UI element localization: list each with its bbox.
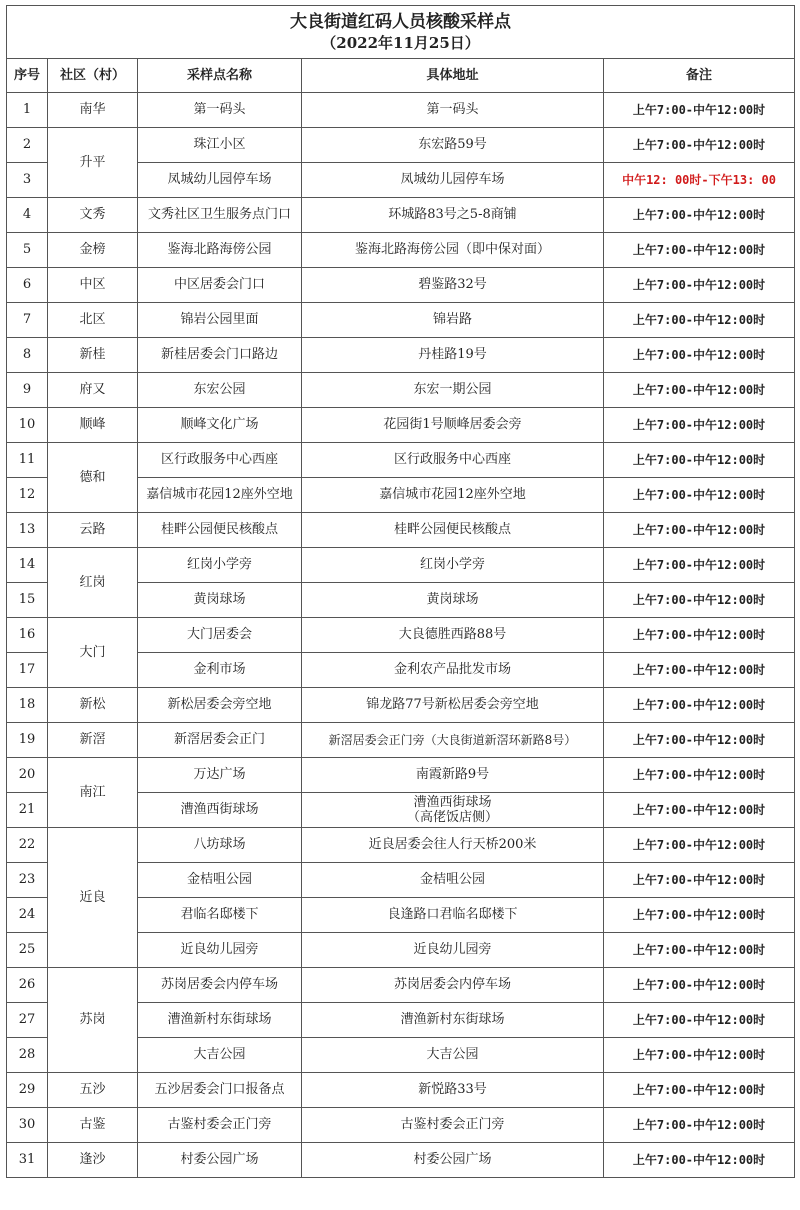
row-no: 15 (7, 583, 48, 618)
row-site: 五沙居委会门口报备点 (138, 1073, 302, 1108)
row-no: 23 (7, 863, 48, 898)
header-no: 序号 (7, 59, 48, 93)
row-note: 上午7:00-中午12:00时 (604, 653, 795, 688)
row-site: 村委公园广场 (138, 1143, 302, 1178)
row-site: 鉴海北路海傍公园 (138, 233, 302, 268)
row-note: 上午7:00-中午12:00时 (604, 1073, 795, 1108)
row-site: 第一码头 (138, 93, 302, 128)
row-address: 新滘居委会正门旁（大良街道新滘环新路8号） (302, 723, 604, 758)
row-community: 新松 (48, 688, 138, 723)
row-site: 金桔咀公园 (138, 863, 302, 898)
row-address: 近良幼儿园旁 (302, 933, 604, 968)
row-no: 30 (7, 1108, 48, 1143)
row-no: 6 (7, 268, 48, 303)
row-site: 大吉公园 (138, 1038, 302, 1073)
row-address (302, 793, 604, 828)
row-address: 金利农产品批发市场 (302, 653, 604, 688)
row-site: 桂畔公园便民核酸点 (138, 513, 302, 548)
row-community: 新滘 (48, 723, 138, 758)
table-row (7, 128, 795, 163)
row-site: 中区居委会门口 (138, 268, 302, 303)
row-address: 东宏一期公园 (302, 373, 604, 408)
row-address: 第一码头 (302, 93, 604, 128)
row-site: 锦岩公园里面 (138, 303, 302, 338)
row-no: 11 (7, 443, 48, 478)
row-address: 嘉信城市花园12座外空地 (302, 478, 604, 513)
row-note: 上午7:00-中午12:00时 (604, 1038, 795, 1073)
row-address: 漕渔新村东街球场 (302, 1003, 604, 1038)
row-address-line2: （高佬饭店侧） (406, 810, 498, 825)
row-community: 逢沙 (48, 1143, 138, 1178)
table-row (7, 373, 795, 408)
document-date: （2022年11月25日） (321, 34, 480, 52)
table-row (7, 828, 795, 863)
row-site: 珠江小区 (138, 128, 302, 163)
row-site: 凤城幼儿园停车场 (138, 163, 302, 198)
table-title (7, 6, 795, 59)
row-note: 上午7:00-中午12:00时 (604, 1143, 795, 1178)
row-address-line1: 漕渔西街球场 (413, 795, 492, 810)
row-site: 新桂居委会门口路边 (138, 338, 302, 373)
row-no: 12 (7, 478, 48, 513)
row-community: 文秀 (48, 198, 138, 233)
row-community: 南江 (48, 758, 138, 828)
row-address: 鉴海北路海傍公园（即中保对面） (302, 233, 604, 268)
row-note: 上午7:00-中午12:00时 (604, 198, 795, 233)
row-note: 上午7:00-中午12:00时 (604, 513, 795, 548)
header-community: 社区（村） (48, 59, 138, 93)
row-community: 古鉴 (48, 1108, 138, 1143)
row-address: 村委公园广场 (302, 1143, 604, 1178)
table-row (7, 268, 795, 303)
header-note: 备注 (604, 59, 795, 93)
row-no: 25 (7, 933, 48, 968)
row-no: 26 (7, 968, 48, 1003)
row-community: 云路 (48, 513, 138, 548)
row-address: 桂畔公园便民核酸点 (302, 513, 604, 548)
row-note: 上午7:00-中午12:00时 (604, 933, 795, 968)
row-site: 万达广场 (138, 758, 302, 793)
table-row (7, 1073, 795, 1108)
table-row (7, 758, 795, 793)
row-community: 南华 (48, 93, 138, 128)
row-no: 13 (7, 513, 48, 548)
row-note: 上午7:00-中午12:00时 (604, 898, 795, 933)
row-note: 上午7:00-中午12:00时 (604, 128, 795, 163)
row-site: 八坊球场 (138, 828, 302, 863)
row-no: 16 (7, 618, 48, 653)
row-no: 19 (7, 723, 48, 758)
row-site: 近良幼儿园旁 (138, 933, 302, 968)
table-row (7, 198, 795, 233)
row-note: 上午7:00-中午12:00时 (604, 618, 795, 653)
row-no: 17 (7, 653, 48, 688)
row-address: 环城路83号之5-8商铺 (302, 198, 604, 233)
row-no: 14 (7, 548, 48, 583)
row-no: 28 (7, 1038, 48, 1073)
row-site: 苏岗居委会内停车场 (138, 968, 302, 1003)
row-no: 2 (7, 128, 48, 163)
row-site: 新松居委会旁空地 (138, 688, 302, 723)
row-note: 上午7:00-中午12:00时 (604, 408, 795, 443)
row-address: 金桔咀公园 (302, 863, 604, 898)
row-note: 上午7:00-中午12:00时 (604, 233, 795, 268)
row-address: 大良德胜西路88号 (302, 618, 604, 653)
document-title: 大良街道红码人员核酸采样点 (290, 12, 512, 32)
row-community: 五沙 (48, 1073, 138, 1108)
row-no: 27 (7, 1003, 48, 1038)
row-address: 近良居委会往人行天桥200米 (302, 828, 604, 863)
row-note-highlight: 中午12: 00时-下午13: 00 (604, 163, 795, 198)
row-community: 近良 (48, 828, 138, 968)
row-address: 凤城幼儿园停车场 (302, 163, 604, 198)
row-note: 上午7:00-中午12:00时 (604, 303, 795, 338)
row-site: 新滘居委会正门 (138, 723, 302, 758)
row-note: 上午7:00-中午12:00时 (604, 478, 795, 513)
row-address: 红岗小学旁 (302, 548, 604, 583)
row-address: 碧鉴路32号 (302, 268, 604, 303)
row-no: 1 (7, 93, 48, 128)
row-address: 良逢路口君临名邸楼下 (302, 898, 604, 933)
row-note: 上午7:00-中午12:00时 (604, 583, 795, 618)
table-row (7, 968, 795, 1003)
row-note: 上午7:00-中午12:00时 (604, 1003, 795, 1038)
row-address: 古鉴村委会正门旁 (302, 1108, 604, 1143)
row-site: 嘉信城市花园12座外空地 (138, 478, 302, 513)
row-community: 北区 (48, 303, 138, 338)
row-no: 24 (7, 898, 48, 933)
row-site: 大门居委会 (138, 618, 302, 653)
row-note: 上午7:00-中午12:00时 (604, 338, 795, 373)
row-address: 锦岩路 (302, 303, 604, 338)
row-note: 上午7:00-中午12:00时 (604, 373, 795, 408)
row-site: 文秀社区卫生服务点门口 (138, 198, 302, 233)
row-no: 3 (7, 163, 48, 198)
row-community: 德和 (48, 443, 138, 513)
row-no: 9 (7, 373, 48, 408)
row-note: 上午7:00-中午12:00时 (604, 688, 795, 723)
row-address: 新悦路33号 (302, 1073, 604, 1108)
row-no: 31 (7, 1143, 48, 1178)
table-row (7, 93, 795, 128)
table-row (7, 338, 795, 373)
row-address: 黄岗球场 (302, 583, 604, 618)
row-site: 漕渔新村东街球场 (138, 1003, 302, 1038)
row-note: 上午7:00-中午12:00时 (604, 548, 795, 583)
table-row (7, 408, 795, 443)
row-address: 南霞新路9号 (302, 758, 604, 793)
row-community: 金榜 (48, 233, 138, 268)
table-row (7, 303, 795, 338)
row-no: 7 (7, 303, 48, 338)
row-site: 漕渔西街球场 (138, 793, 302, 828)
row-site: 黄岗球场 (138, 583, 302, 618)
row-community: 升平 (48, 128, 138, 198)
row-address: 区行政服务中心西座 (302, 443, 604, 478)
row-note: 上午7:00-中午12:00时 (604, 758, 795, 793)
row-note: 上午7:00-中午12:00时 (604, 443, 795, 478)
table-row (7, 443, 795, 478)
row-no: 18 (7, 688, 48, 723)
table-row (7, 548, 795, 583)
row-no: 4 (7, 198, 48, 233)
row-no: 5 (7, 233, 48, 268)
row-note: 上午7:00-中午12:00时 (604, 723, 795, 758)
row-note: 上午7:00-中午12:00时 (604, 968, 795, 1003)
header-address: 具体地址 (302, 59, 604, 93)
sampling-sites-table (6, 5, 795, 1178)
row-note: 上午7:00-中午12:00时 (604, 793, 795, 828)
table-row (7, 723, 795, 758)
header-site: 采样点名称 (138, 59, 302, 93)
table-row (7, 1108, 795, 1143)
table-row (7, 1143, 795, 1178)
table-row (7, 618, 795, 653)
row-note: 上午7:00-中午12:00时 (604, 828, 795, 863)
header-row (7, 59, 795, 93)
row-community: 新桂 (48, 338, 138, 373)
row-no: 29 (7, 1073, 48, 1108)
row-site: 区行政服务中心西座 (138, 443, 302, 478)
row-address: 东宏路59号 (302, 128, 604, 163)
table-row (7, 513, 795, 548)
row-no: 21 (7, 793, 48, 828)
row-note: 上午7:00-中午12:00时 (604, 863, 795, 898)
row-site: 红岗小学旁 (138, 548, 302, 583)
row-site: 东宏公园 (138, 373, 302, 408)
row-site: 顺峰文化广场 (138, 408, 302, 443)
row-site: 金利市场 (138, 653, 302, 688)
row-community: 中区 (48, 268, 138, 303)
row-community: 大门 (48, 618, 138, 688)
row-site: 君临名邸楼下 (138, 898, 302, 933)
row-address: 锦龙路77号新松居委会旁空地 (302, 688, 604, 723)
row-note: 上午7:00-中午12:00时 (604, 268, 795, 303)
row-community: 顺峰 (48, 408, 138, 443)
row-address: 苏岗居委会内停车场 (302, 968, 604, 1003)
row-note: 上午7:00-中午12:00时 (604, 93, 795, 128)
row-no: 20 (7, 758, 48, 793)
row-address: 丹桂路19号 (302, 338, 604, 373)
row-community: 苏岗 (48, 968, 138, 1073)
row-address: 花园街1号顺峰居委会旁 (302, 408, 604, 443)
row-site: 古鉴村委会正门旁 (138, 1108, 302, 1143)
row-note: 上午7:00-中午12:00时 (604, 1108, 795, 1143)
row-address: 大吉公园 (302, 1038, 604, 1073)
table-row (7, 688, 795, 723)
row-no: 10 (7, 408, 48, 443)
row-community: 红岗 (48, 548, 138, 618)
row-community: 府又 (48, 373, 138, 408)
row-no: 22 (7, 828, 48, 863)
table-row (7, 233, 795, 268)
row-no: 8 (7, 338, 48, 373)
